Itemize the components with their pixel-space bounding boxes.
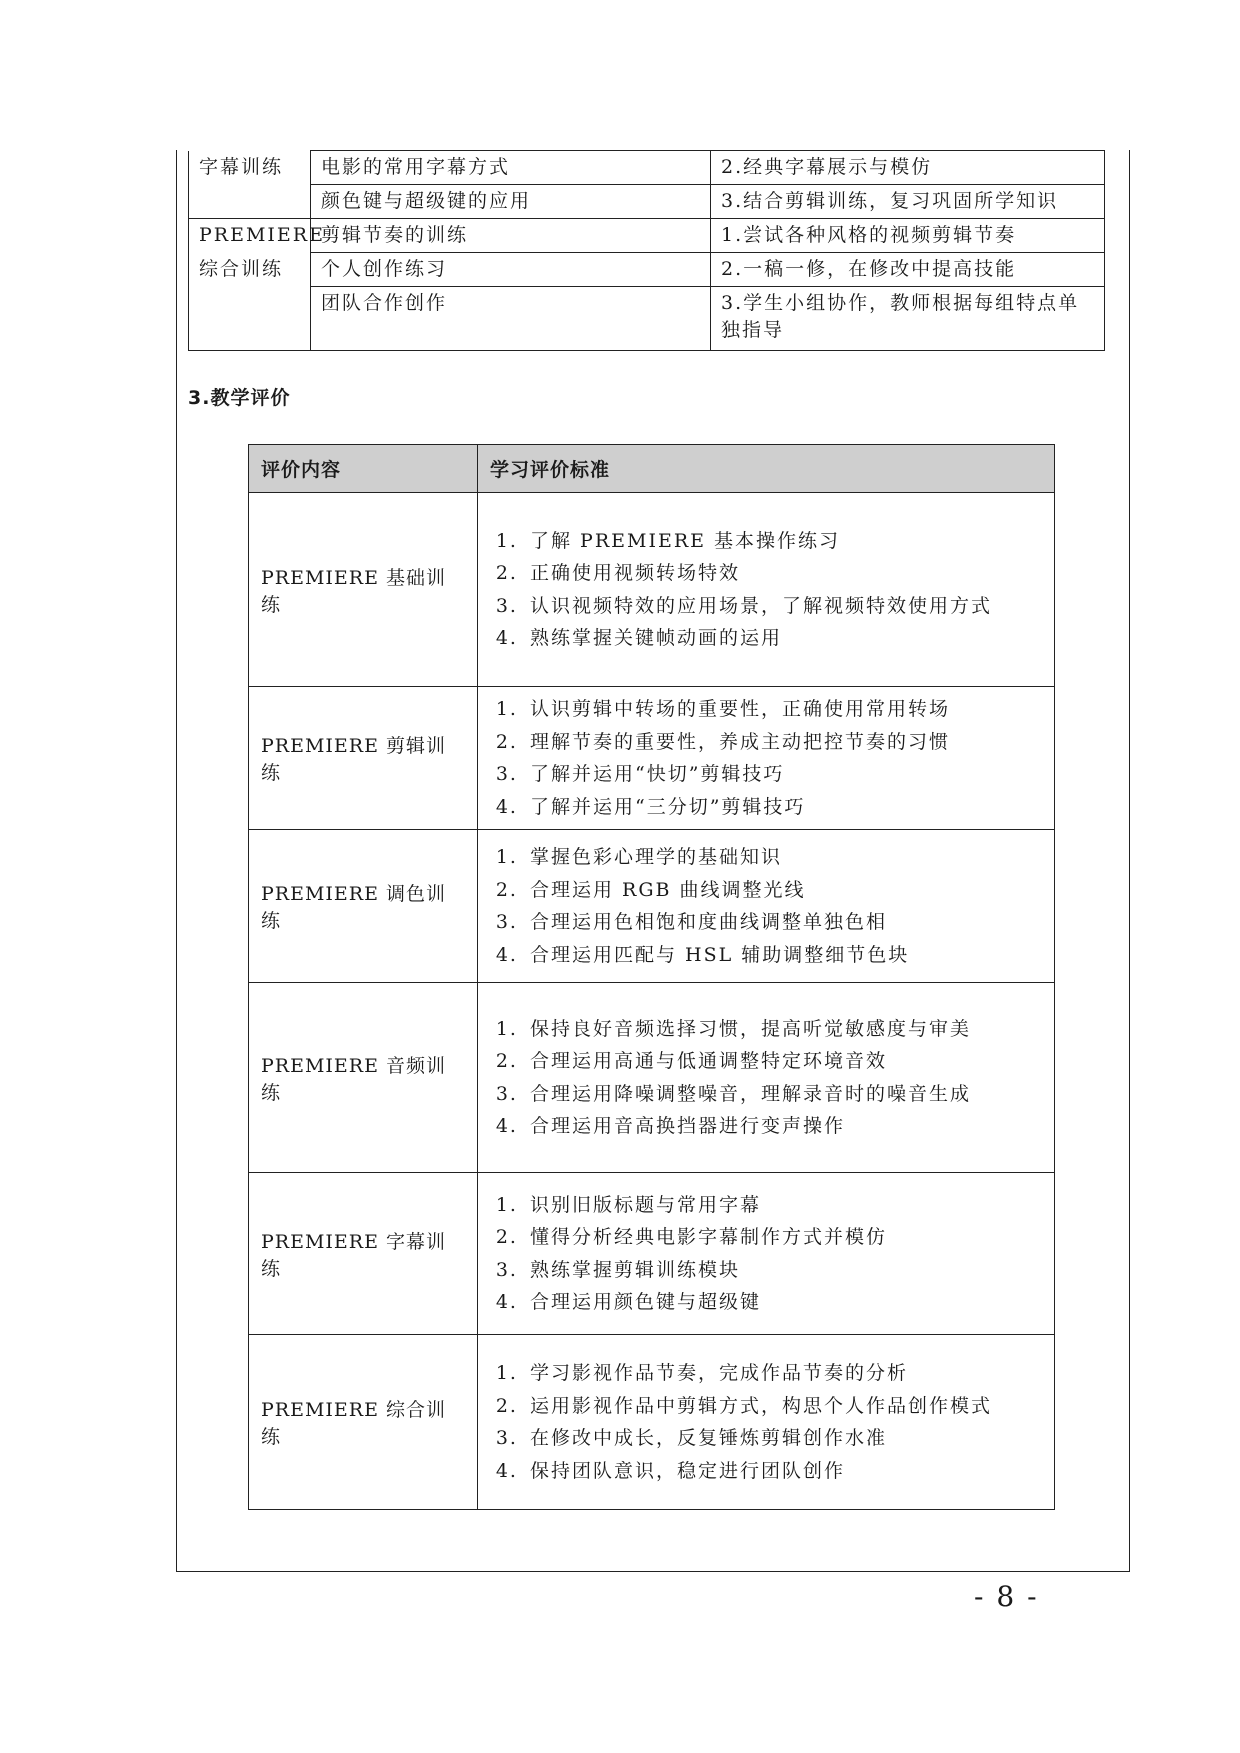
- page-number: - 8 -: [974, 1580, 1039, 1613]
- section-heading: 3.教学评价: [188, 387, 291, 409]
- eval-item-name: PREMIERE 基础训练: [249, 493, 478, 687]
- criteria-item: 1. 学习影视作品节奏，完成作品节奏的分析: [526, 1357, 1042, 1390]
- criteria-item: 4. 合理运用颜色键与超级键: [526, 1286, 1042, 1319]
- eval-item-name: PREMIERE 剪辑训练: [249, 687, 478, 830]
- criteria-item: 3. 合理运用色相饱和度曲线调整单独色相: [526, 906, 1042, 939]
- criteria-item: 4. 熟练掌握关键帧动画的运用: [526, 622, 1042, 655]
- table-row: [249, 687, 1055, 830]
- criteria-item: 2. 合理运用 RGB 曲线调整光线: [526, 874, 1042, 907]
- criteria-list: [490, 1189, 1042, 1319]
- eval-criteria-cell: [478, 687, 1055, 830]
- criteria-item: 1. 识别旧版标题与常用字幕: [526, 1189, 1042, 1222]
- criteria-item: 3. 在修改中成长，反复锤炼剪辑创作水准: [526, 1422, 1042, 1455]
- criteria-item: 4. 保持团队意识，稳定进行团队创作: [526, 1455, 1042, 1488]
- criteria-item: 1. 了解 PREMIERE 基本操作练习: [526, 525, 1042, 558]
- module-cell: 综合训练: [189, 253, 311, 287]
- table-row: [249, 1335, 1055, 1510]
- header-eval-standard: 学习评价标准: [478, 445, 1055, 493]
- criteria-item: 4. 合理运用匹配与 HSL 辅助调整细节色块: [526, 939, 1042, 972]
- module-cell: [189, 185, 311, 219]
- method-cell: 3.结合剪辑训练，复习巩固所学知识: [711, 185, 1105, 219]
- module-cell: 字幕训练: [189, 151, 311, 185]
- eval-item-name: PREMIERE 综合训练: [249, 1335, 478, 1510]
- table-row: [249, 1173, 1055, 1335]
- content-cell: 个人创作练习: [311, 253, 711, 287]
- eval-item-name: PREMIERE 调色训练: [249, 830, 478, 983]
- criteria-list: [490, 525, 1042, 655]
- criteria-list: [490, 693, 1042, 823]
- criteria-list: [490, 1013, 1042, 1143]
- table-row: [249, 983, 1055, 1173]
- criteria-item: 3. 认识视频特效的应用场景，了解视频特效使用方式: [526, 590, 1042, 623]
- course-module-table: [188, 150, 1105, 351]
- eval-criteria-cell: [478, 493, 1055, 687]
- table-row: [249, 830, 1055, 983]
- evaluation-table: [248, 444, 1055, 1510]
- table-row: [189, 287, 1105, 351]
- method-cell: 2.一稿一修，在修改中提高技能: [711, 253, 1105, 287]
- content-cell: 颜色键与超级键的应用: [311, 185, 711, 219]
- criteria-item: 3. 合理运用降噪调整噪音，理解录音时的噪音生成: [526, 1078, 1042, 1111]
- criteria-item: 1. 认识剪辑中转场的重要性，正确使用常用转场: [526, 693, 1042, 726]
- criteria-item: 1. 掌握色彩心理学的基础知识: [526, 841, 1042, 874]
- criteria-item: 2. 运用影视作品中剪辑方式，构思个人作品创作模式: [526, 1390, 1042, 1423]
- criteria-item: 2. 正确使用视频转场特效: [526, 557, 1042, 590]
- method-cell: 2.经典字幕展示与模仿: [711, 151, 1105, 185]
- table-row: [189, 185, 1105, 219]
- table-row: [189, 253, 1105, 287]
- criteria-item: 4. 了解并运用“三分切”剪辑技巧: [526, 791, 1042, 824]
- table-row: [189, 219, 1105, 253]
- content-cell: 剪辑节奏的训练: [311, 219, 711, 253]
- eval-item-name: PREMIERE 音频训练: [249, 983, 478, 1173]
- table-row: [189, 151, 1105, 185]
- criteria-item: 1. 保持良好音频选择习惯，提高听觉敏感度与审美: [526, 1013, 1042, 1046]
- method-cell: 3.学生小组协作，教师根据每组特点单独指导: [711, 287, 1105, 351]
- criteria-list: [490, 1357, 1042, 1487]
- criteria-item: 2. 懂得分析经典电影字幕制作方式并模仿: [526, 1221, 1042, 1254]
- header-eval-content: 评价内容: [249, 445, 478, 493]
- criteria-item: 4. 合理运用音高换挡器进行变声操作: [526, 1110, 1042, 1143]
- criteria-item: 2. 理解节奏的重要性，养成主动把控节奏的习惯: [526, 726, 1042, 759]
- criteria-list: [490, 841, 1042, 971]
- criteria-item: 3. 熟练掌握剪辑训练模块: [526, 1254, 1042, 1287]
- module-cell: PREMIERE: [189, 219, 311, 253]
- method-cell: 1.尝试各种风格的视频剪辑节奏: [711, 219, 1105, 253]
- content-cell: 团队合作创作: [311, 287, 711, 351]
- eval-criteria-cell: [478, 1335, 1055, 1510]
- module-cell: [189, 287, 311, 351]
- eval-criteria-cell: [478, 983, 1055, 1173]
- table-row: [249, 493, 1055, 687]
- criteria-item: 2. 合理运用高通与低通调整特定环境音效: [526, 1045, 1042, 1078]
- criteria-item: 3. 了解并运用“快切”剪辑技巧: [526, 758, 1042, 791]
- eval-criteria-cell: [478, 830, 1055, 983]
- eval-item-name: PREMIERE 字幕训练: [249, 1173, 478, 1335]
- eval-criteria-cell: [478, 1173, 1055, 1335]
- content-cell: 电影的常用字幕方式: [311, 151, 711, 185]
- table-header-row: [249, 445, 1055, 493]
